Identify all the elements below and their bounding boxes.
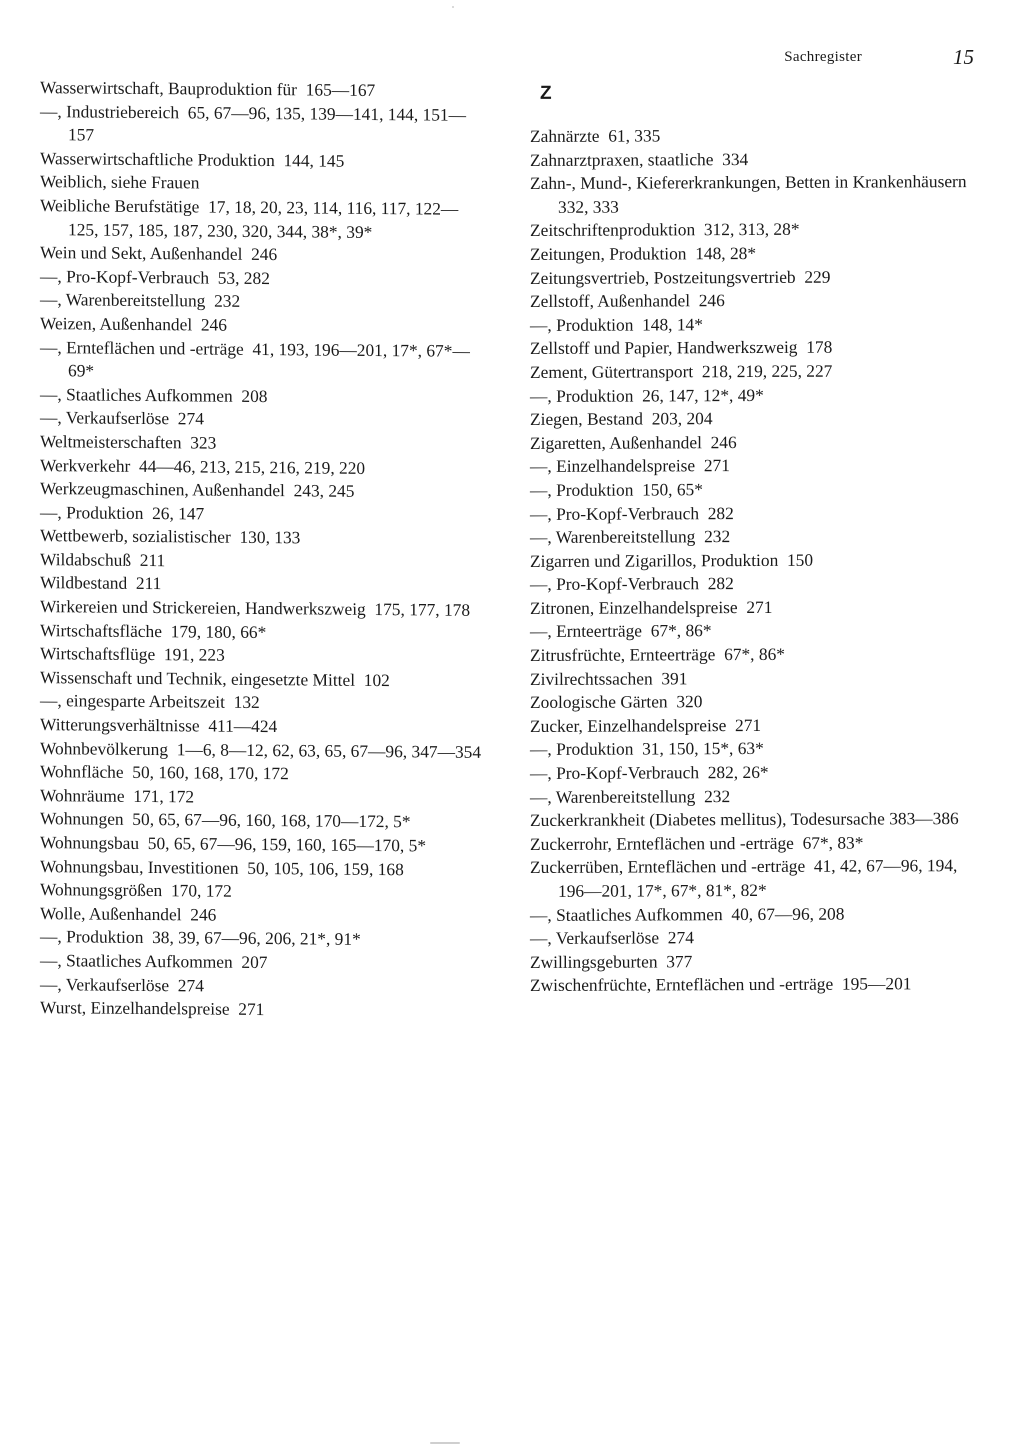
index-entry: Zellstoff und Papier, Handwerkszweig 178 (530, 337, 833, 359)
index-entry: Wettbewerb, sozialistischer 130, 133 (40, 525, 301, 548)
index-entry: Werkzeugmaschinen, Außenhandel 243, 245 (40, 478, 355, 501)
index-entry: —, Pro-Kopf-Verbrauch 282 (530, 573, 734, 595)
index-entry: Zeitungsvertrieb, Postzeitungsvertrieb 229 (530, 266, 831, 288)
index-entry: Wirkereien und Strickereien, Handwerkszweig 175, 177, 178 (40, 596, 471, 620)
index-entry: Zwischenfrüchte, Ernteflächen und -erträge 195—201 (530, 973, 912, 996)
index-entry: Zellstoff, Außenhandel 246 (530, 290, 725, 312)
index-entry: —, Verkaufserlöse 274 (40, 973, 204, 996)
index-entry: Zahnärzte 61, 335 (530, 125, 661, 146)
index-entry: Wirtschaftsfläche 179, 180, 66* (40, 619, 267, 642)
index-entry: —, Produktion 26, 147, 12*, 49* (530, 384, 764, 406)
index-entry: —, Pro-Kopf-Verbrauch 282 (530, 502, 734, 524)
index-entry: Zwillingsgeburten 377 (530, 951, 693, 972)
page-number: 15 (953, 45, 974, 69)
index-entry: Werkverkehr 44—46, 213, 215, 216, 219, 220 (40, 454, 366, 478)
index-entry: Zahnarztpraxen, staatliche 334 (530, 148, 749, 170)
index-entry: Ziegen, Bestand 203, 204 (530, 408, 713, 430)
index-entry: Wirtschaftsflüge 191, 223 (40, 643, 225, 665)
index-entry: Wasserwirtschaftliche Produktion 144, 145 (40, 147, 345, 171)
index-entry: Wohnungsgrößen 170, 172 (40, 879, 232, 901)
index-entry: —, Ernteflächen und -erträge 41, 193, 196—201, 17*, 67*—69* (40, 336, 470, 381)
index-entry: Witterungsverhältnisse 411—424 (40, 714, 278, 737)
index-entry: —, Staatliches Aufkommen 40, 67—96, 208 (530, 903, 845, 925)
index-entry: Wurst, Einzelhandelspreise 271 (40, 997, 265, 1020)
index-entry: Wohnfläche 50, 160, 168, 170, 172 (40, 761, 289, 784)
index-entry: —, Verkaufserlöse 274 (40, 407, 204, 429)
index-entry: —, Produktion 31, 150, 15*, 63* (530, 738, 764, 760)
index-entry: Zement, Gütertransport 218, 219, 225, 227 (530, 360, 833, 382)
section-letter-heading: Z (540, 82, 552, 104)
index-entry: Zuckerrüben, Ernteflächen und -erträge 41, 42, 67—96, 194, 196—201, 17*, 67*, 81*, 82* (530, 855, 962, 901)
index-entry: Zivilrechtssachen 391 (530, 667, 688, 689)
index-entry: —, eingesparte Arbeitszeit 132 (40, 690, 260, 713)
index-entry: Zigarren und Zigarillos, Produktion 150 (530, 549, 814, 571)
index-entry: Weibliche Berufstätige 17, 18, 20, 23, 114, 116, 117, 122—125, 157, 185, 187, 230, 320, 344, 38*, 39* (40, 195, 459, 242)
index-entry: Zucker, Einzelhandelspreise 271 (530, 714, 762, 736)
index-entry: Wolle, Außenhandel 246 (40, 902, 217, 925)
index-entry: —, Warenbereitstellung 232 (530, 785, 731, 807)
index-entry: —, Staatliches Aufkommen 207 (40, 950, 268, 973)
index-column-right (530, 77, 978, 998)
index-entry: —, Ernteerträge 67*, 86* (530, 620, 712, 642)
index-entry: Zitrusfrüchte, Ernteerträge 67*, 86* (530, 643, 785, 666)
index-entry: Zeitungen, Produktion 148, 28* (530, 242, 757, 264)
index-entry: —, Produktion 38, 39, 67—96, 206, 21*, 91* (40, 926, 361, 950)
scan-speck (430, 1442, 460, 1444)
index-entry: —, Pro-Kopf-Verbrauch 53, 282 (40, 265, 270, 288)
index-entry: Weizen, Außenhandel 246 (40, 313, 227, 335)
running-header (700, 46, 980, 70)
index-entry: Wissenschaft und Technik, eingesetzte Mittel 102 (40, 666, 390, 690)
index-entry: Wohnungsbau 50, 65, 67—96, 159, 160, 165—170, 5* (40, 832, 427, 856)
index-entry: Wohnräume 171, 172 (40, 784, 195, 807)
index-entry: Weiblich, siehe Frauen (40, 171, 200, 193)
index-entry: Wohnungen 50, 65, 67—96, 160, 168, 170—172, 5* (40, 808, 411, 832)
index-entry: Wildbestand 211 (40, 572, 162, 594)
index-entry: Zuckerrohr, Ernteflächen und -erträge 67*, 83* (530, 832, 864, 854)
index-entry: —, Warenbereitstellung 232 (40, 289, 241, 312)
index-entry: —, Verkaufserlöse 274 (530, 927, 694, 949)
index-entry: Zoologische Gärten 320 (530, 691, 703, 713)
index-entry: Wasserwirtschaft, Bauproduktion für 165—167 (40, 77, 376, 100)
index-entry: Zigaretten, Außenhandel 246 (530, 431, 737, 453)
running-header-title: Sachregister (784, 49, 862, 65)
index-entry: Zuckerkrankheit (Diabetes mellitus), Todesursache 383—386 (530, 808, 959, 831)
index-entry: —, Produktion 148, 14* (530, 313, 703, 335)
index-column-left (40, 76, 484, 1024)
index-entry: Zitronen, Einzelhandelspreise 271 (530, 596, 773, 618)
index-entry: Zahn-, Mund-, Kiefererkrankungen, Betten in Krankenhäusern 332, 333 (530, 171, 976, 217)
index-entry: Wohnungsbau, Investitionen 50, 105, 106, 159, 168 (40, 855, 404, 879)
index-entry: —, Staatliches Aufkommen 208 (40, 383, 268, 406)
index-entry: Zeitschriftenproduktion 312, 313, 28* (530, 219, 800, 241)
index-entry: —, Produktion 150, 65* (530, 479, 703, 500)
scan-speck (452, 6, 454, 8)
index-entry: —, Industriebereich 65, 67—96, 135, 139—141, 144, 151—157 (40, 100, 467, 145)
index-entry: Wohnbevölkerung 1—6, 8—12, 62, 63, 65, 67—96, 347—354 (40, 737, 482, 762)
index-entry: Wildabschuß 211 (40, 548, 166, 571)
index-entry: —, Warenbereitstellung 232 (530, 526, 731, 548)
index-entry: —, Einzelhandelspreise 271 (530, 455, 730, 477)
index-entry: Weltmeisterschaften 323 (40, 430, 217, 453)
index-entry-list (530, 123, 978, 998)
index-entry: —, Pro-Kopf-Verbrauch 282, 26* (530, 761, 769, 784)
index-entry: —, Produktion 26, 147 (40, 501, 205, 524)
index-entry: Wein und Sekt, Außenhandel 246 (40, 242, 278, 265)
